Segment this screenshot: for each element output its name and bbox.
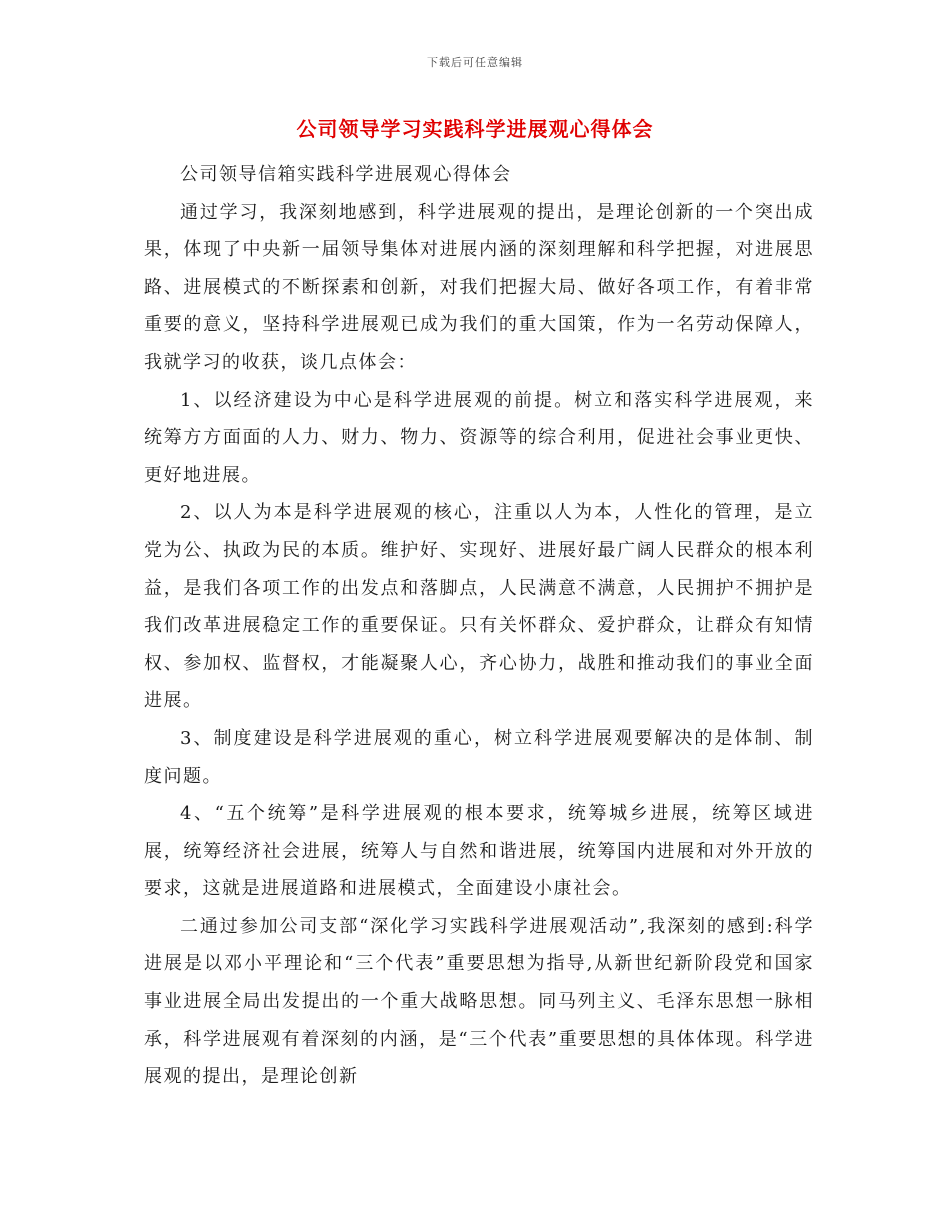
- paragraph-point-3: 3、制度建设是科学进展观的重心，树立科学进展观要解决的是体制、制度问题。: [144, 727, 814, 787]
- paragraph-section-2: 二通过参加公司支部“深化学习实践科学进展观活动”,我深刻的感到:科学进展是以邓小平理论和“三个代表”重要思想为指导,从新世纪新阶段党和国家事业进展全局出发提出的一个重大战略思想。同马列主义、毛泽东思想一脉相承，科学进展观有着深刻的内涵，是“三个代表”重要思想的具体体现。科学进展观的提出，是理论创新: [144, 915, 814, 1088]
- paragraph-point-4: 4、“五个统筹”是科学进展观的根本要求，统筹城乡进展，统筹区域进展，统筹经济社会进展，统筹人与自然和谐进展，统筹国内进展和对外开放的要求，这就是进展道路和进展模式，全面建设小康社会。: [144, 803, 814, 900]
- paragraph-subtitle: 公司领导信箱实践科学进展观心得体会: [180, 164, 512, 185]
- header-note: 下载后可任意编辑: [427, 56, 523, 69]
- document-title: 公司领导学习实践科学进展观心得体会: [296, 117, 654, 141]
- paragraph-point-2: 2、以人为本是科学进展观的核心，注重以人为本，人性化的管理，是立党为公、执政为民的本质。维护好、实现好、进展好最广阔人民群众的根本利益，是我们各项工作的出发点和落脚点，人民满意不满意，人民拥护不拥护是我们改革进展稳定工作的重要保证。只有关怀群众、爱护群众，让群众有知情权、参加权、监督权，才能凝聚人心，齐心协力，战胜和推动我们的事业全面进展。: [144, 502, 814, 712]
- paragraph-intro: 通过学习，我深刻地感到，科学进展观的提出，是理论创新的一个突出成果，体现了中央新一届领导集体对进展内涵的深刻理解和科学把握，对进展思路、进展模式的不断探素和创新，对我们把握大局、做好各项工作，有着非常重要的意义，坚持科学进展观已成为我们的重大国策，作为一名劳动保障人，我就学习的收获，谈几点体会：: [144, 201, 814, 373]
- paragraph-point-1: 1、以经济建设为中心是科学进展观的前提。树立和落实科学进展观，来统筹方方面面的人力、财力、物力、资源等的综合利用，促进社会事业更快、更好地进展。: [144, 389, 814, 486]
- document-body: [144, 156, 814, 1096]
